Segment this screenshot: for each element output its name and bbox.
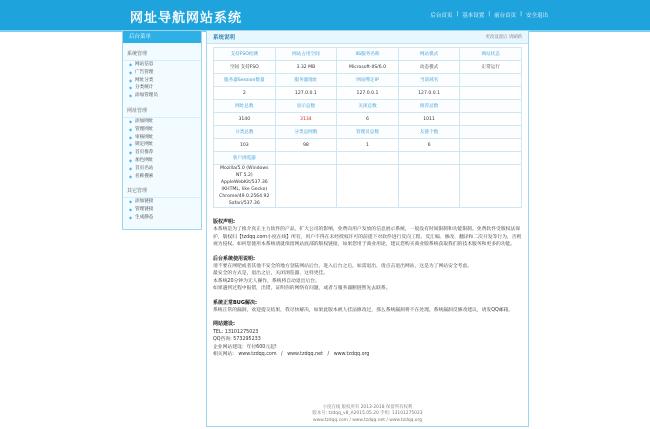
table-value: 空间 支持FSO [214, 61, 276, 74]
sidebar-item-ads[interactable] [123, 69, 201, 77]
usage-line: 本系统20分钟为无人操作，系统将自动退出后台。 [213, 278, 320, 284]
link-separator: / [281, 352, 283, 358]
bullet-icon: ◆ [129, 93, 133, 99]
nav-logout[interactable]: 安全退出 [525, 13, 548, 19]
build-line: TEL: 13101275023 [213, 329, 259, 335]
sidebar-item-colored-urls[interactable] [123, 157, 201, 165]
table-row [214, 48, 522, 61]
table-label [460, 126, 522, 139]
sidebar-item-home-famous[interactable] [123, 165, 201, 173]
sidebar-group-urls [123, 104, 201, 180]
table-row [214, 113, 522, 126]
related-link[interactable]: www.tzdqq.org [333, 352, 370, 358]
table-label: 管理员总数 [337, 126, 399, 139]
sidebar-group-other [123, 184, 201, 221]
table-label: 分类总网数 [275, 126, 337, 139]
table-label: 支持FSO检测 [214, 48, 276, 61]
bullet-icon: ◆ [129, 77, 133, 83]
table-label: 关闭总数 [337, 100, 399, 113]
table-value: 3134 [275, 113, 337, 126]
sidebar-item-add-admin[interactable] [123, 92, 201, 100]
table-empty-cell [460, 165, 522, 208]
sidebar-item-generate-static[interactable] [123, 214, 201, 222]
sidebar-item-label: 首页推荐 [135, 150, 154, 156]
sidebar-item-label: 网址分类 [135, 77, 154, 83]
table-empty-cell [398, 165, 460, 208]
sidebar-item-label: 网站信息 [135, 62, 154, 67]
table-label: 分类总数 [214, 126, 276, 139]
table-empty-cell [460, 152, 522, 165]
table-row [214, 74, 522, 87]
bug-title: 系统正常BUG解决: [213, 299, 257, 306]
sidebar-item-category-stats[interactable] [123, 84, 201, 92]
table-label: 网站占用空间 [275, 48, 337, 61]
table-row [214, 100, 522, 113]
nav-separator: | [488, 11, 491, 17]
header-bar [0, 0, 650, 32]
ua-line: NT 5.2) [235, 173, 253, 178]
table-value: 3140 [214, 113, 276, 126]
table-row [214, 152, 522, 165]
bullet-icon: ◆ [129, 118, 133, 124]
bullet-icon: ◆ [129, 207, 133, 213]
sidebar-item-label: 生成静态 [135, 214, 154, 220]
sidebar-item-label: 添加网址 [135, 118, 154, 124]
sidebar-menu [122, 30, 202, 230]
sidebar-group-title: 网址管理 [123, 104, 201, 118]
build-title: 网站建设: [213, 321, 235, 328]
table-empty-cell [275, 165, 337, 208]
table-row [214, 61, 522, 74]
table-value: 1011 [398, 113, 460, 126]
footer [206, 405, 529, 424]
sidebar-item-categories[interactable] [123, 77, 201, 85]
table-value: 98 [275, 139, 337, 152]
table-label: 网站模式 [398, 48, 460, 61]
table-value [460, 139, 522, 152]
sidebar-item-label: 管理链接 [135, 207, 154, 213]
table-empty-cell [337, 152, 399, 165]
footer-version: 版本号: tzdqq_v8_A2015.05.20 手机: 13101275023 [312, 411, 423, 417]
sidebar-group-title: 其它管理 [123, 184, 201, 198]
usage-title: 后台系统使用说明: [213, 255, 256, 262]
usage-line: 请不要在网吧或者其他不安全的地方登陆网站后台，进入后台之后，如需退出，请点击退出网站，这是为了网站安全考虑。 [213, 264, 473, 270]
sidebar-group-system [123, 47, 201, 100]
sidebar-item-label: 审核网址 [135, 134, 154, 140]
bug-text: 系统正常的漏洞，欢迎提交结果，我尽快解决，如果此版本被人挂法修改过，那么系统漏洞将不在处理。系统漏洞反修改建议，请发QQ邮箱。 [213, 308, 514, 314]
table-row [214, 139, 522, 152]
site-logo: 网址导航网站系统 [130, 11, 243, 26]
related-link[interactable]: www.tzdqq.net [287, 352, 323, 358]
sidebar-item-label: 添加链接 [135, 199, 154, 205]
table-value: 动态模式 [398, 61, 460, 74]
bullet-icon: ◆ [129, 134, 133, 140]
nav-separator: | [520, 11, 522, 17]
sidebar-item-label: 管理网址 [135, 126, 154, 132]
table-row [214, 87, 522, 100]
table-empty-cell [275, 152, 337, 165]
table-row [214, 126, 522, 139]
table-value [460, 113, 522, 126]
browser-label: 客户浏览器 [214, 152, 276, 165]
ua-line: Safari/537.36 [228, 201, 260, 206]
top-nav [430, 11, 548, 19]
table-label: 显示总数 [275, 100, 337, 113]
table-value: 127.0.0.1 [398, 87, 460, 100]
sidebar-item-manage-links[interactable] [123, 206, 201, 214]
sidebar-item-label: 广告管理 [135, 69, 154, 75]
bullet-icon: ◆ [129, 126, 133, 132]
sidebar-item-review-urls[interactable] [123, 134, 201, 142]
table-value: 6 [398, 139, 460, 152]
sidebar-title: 后台菜单 [123, 31, 201, 43]
refresh-tip: 更改设置后 请刷新 [485, 35, 522, 40]
build-line: 企业网站建设：年付600元起! [213, 344, 277, 350]
system-info-table [213, 47, 522, 208]
table-empty-cell [337, 165, 399, 208]
table-row [214, 165, 522, 208]
sidebar-item-label: 分类统计 [135, 85, 154, 91]
table-label: 当前域名 [398, 74, 460, 87]
footer-copyright: 小度在线 版权所有 2013-2018 保留所有权利 [322, 405, 413, 410]
usage-line: 如果遇到过程中报错，出错，证明你的网络有问题，或者与服务器断链暂先去联系。 [213, 286, 391, 292]
table-label [460, 74, 522, 87]
ua-line: AppleWebKit/537.36 [220, 180, 268, 185]
table-value: 127.0.0.1 [275, 87, 337, 100]
sidebar-item-add-link[interactable] [123, 198, 201, 206]
table-label: 推荐总数 [398, 100, 460, 113]
ua-line: Chrome/49.0.2564.92 [219, 194, 270, 199]
sidebar-item-label: 名称搜索 [135, 173, 154, 179]
table-value: 正常运行 [460, 61, 522, 74]
copyright-title: 版权声明: [213, 219, 235, 225]
bullet-icon: ◆ [129, 165, 133, 171]
ua-line: (KHTML, like Gecko) [221, 187, 268, 192]
usage-line: 最安全的方式是，退出之后，关闭浏览器，这样更佳。 [213, 271, 329, 277]
nav-admin-home[interactable]: 后台首页 [430, 13, 453, 19]
bullet-icon: ◆ [129, 150, 133, 156]
sidebar-item-lock-urls[interactable] [123, 141, 201, 149]
notice-section [213, 219, 523, 359]
table-label: 友链个数 [398, 126, 460, 139]
bullet-icon: ◆ [129, 62, 133, 67]
table-value: Microsoft-IIS/6.0 [337, 61, 399, 74]
sidebar-item-label: 加色网址 [135, 157, 154, 163]
build-line: QQ咨询: 573295233 [213, 337, 261, 343]
sidebar-item-add-url[interactable] [123, 118, 201, 126]
link-separator: / [327, 352, 330, 358]
page-title: 系统说明 [213, 35, 236, 41]
table-value: 127.0.0.1 [337, 87, 399, 100]
table-value [460, 87, 522, 100]
table-value: 1 [337, 139, 399, 152]
sidebar-item-label: 添加管理员 [135, 93, 158, 99]
table-label: 服务器地址 [275, 74, 337, 87]
table-label: 服务器Session数量 [214, 74, 276, 87]
bullet-icon: ◆ [129, 173, 133, 179]
related-links [213, 351, 523, 358]
table-value: 6 [337, 113, 399, 126]
sidebar-item-label: 首页名站 [135, 165, 154, 171]
sidebar-group-title: 系统管理 [123, 47, 201, 61]
bullet-icon: ◆ [129, 69, 133, 75]
table-label: IIS服务名称 [337, 48, 399, 61]
bullet-icon: ◆ [129, 85, 133, 91]
table-value: 103 [214, 139, 276, 152]
sidebar-item-site-info[interactable] [123, 61, 201, 69]
table-label: 网站状态 [460, 48, 522, 61]
sidebar-item-manage-urls[interactable] [123, 126, 201, 134]
table-label [460, 100, 522, 113]
table-empty-cell [398, 152, 460, 165]
bullet-icon: ◆ [129, 157, 133, 163]
bullet-icon: ◆ [129, 199, 133, 205]
nav-basic-settings[interactable]: 基本设置 [462, 13, 485, 19]
bullet-icon: ◆ [129, 142, 133, 148]
table-label: 网站绑定IP [337, 74, 399, 87]
sidebar-item-label: 锁定网址 [135, 142, 154, 148]
sidebar-item-home-recommend[interactable] [123, 149, 201, 157]
main-panel-header [207, 31, 528, 44]
nav-separator: | [456, 11, 459, 17]
browser-user-agent [214, 165, 276, 208]
table-label: 网址总数 [214, 100, 276, 113]
main-panel [206, 30, 529, 427]
footer-links[interactable]: www.tzdqq.com / www.tzdqq.net / www.tzdqq.org [313, 417, 422, 423]
table-value: 3.32 MB [275, 61, 337, 74]
related-link[interactable]: www.tzdqq.com [238, 352, 277, 358]
copyright-text: 本系统是为了推介真正主力软件的产品，扩大公司的影响，免费向用户发放的信息展示系统，一般没有时间限制和功能限制。免费软件受版权法保护，版权归【tzdqq.com小度在线】所有，用户不得在未经授权许可的前提下对软件进行反向工程、反汇编、修改、翻译和二次开发等行为，否则视为侵权。如何您使用本系统请就保留网站底部的版权链接，如果您用于商业用途，建议您购买商业版系统获取我们的技术服务和更多的功能。 [213, 227, 522, 248]
bullet-icon: ◆ [129, 214, 133, 220]
sidebar-item-name-search[interactable] [123, 173, 201, 181]
related-label: 相关网站: [213, 352, 234, 358]
table-value: 2 [214, 87, 276, 100]
nav-front-home[interactable]: 前台首页 [494, 13, 517, 19]
ua-line: Mozilla/5.0 (Windows [220, 166, 269, 171]
